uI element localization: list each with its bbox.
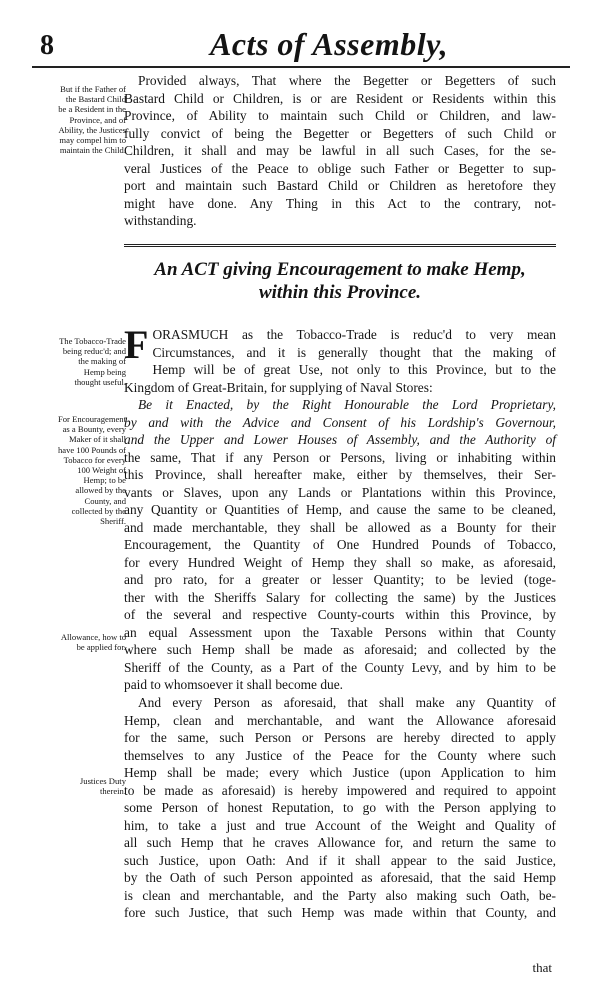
header-rule xyxy=(32,66,570,68)
margin-note-bastard-father: But if the Father of the Bastard Child be a Resident in the Province, and of Ability, the Justices may compel him to maintain the Child. xyxy=(58,84,126,156)
text-line: ther with the Sheriffs Salary for collecting the same) by the Justices xyxy=(124,589,556,605)
act-paragraph-preamble xyxy=(124,322,556,396)
running-head: Acts of Assembly, xyxy=(210,26,449,62)
text-line: Children, it shall and may be lawful in all such Cases, for the se- xyxy=(124,143,556,158)
text-line: Be it Enacted, by the Right Honourable the Lord Proprietary, xyxy=(138,397,556,412)
text-line: themselves to any Justice of the Peace for the County where such xyxy=(124,747,556,763)
text-line: Hemp, clean and merchantable, and want the Allowance aforesaid xyxy=(124,712,556,728)
text-line: an equal Assessment upon the Taxable Persons within that County xyxy=(124,624,556,640)
text-line: port and maintain such Bastard Child or Children as heretofore they xyxy=(124,178,556,193)
catchword: that xyxy=(532,960,552,975)
text-line: this Province, shall hereafter make, either by themselves, their Ser- xyxy=(124,467,556,482)
text-line: by and with the Advice and Consent of his Lordship's Governour, xyxy=(124,414,556,430)
text-line: and pro rato, for a greater or lesser Quantity; to be levied (toge- xyxy=(124,572,556,587)
text-line: him, to take a just and true Account of the Weight and Quality of xyxy=(124,817,556,833)
page-header xyxy=(30,26,574,66)
margin-note-justices-duty: Justices Duty therein. xyxy=(79,776,126,797)
section-divider xyxy=(124,244,556,247)
text-line: such Justice, upon Oath: And if it shall appear to the said Justice, xyxy=(124,852,556,868)
text-line: veral Justices of the Peace to oblige such Father or Begetter to sup- xyxy=(124,160,556,176)
text-line: Sheriff of the County, as a Part of the County Levy, and by him to be xyxy=(124,659,556,675)
margin-note-encouragement: For Encouragement as a Bounty, every Maker of it shall have 100 Pounds of Tobacco for every 100 Weight of Hemp; to be allowed by the County, and collected by the Sheriff. xyxy=(57,414,126,527)
text-line: Hemp will be of great Use, not only to this Province, but to the xyxy=(152,362,556,377)
proviso-paragraph xyxy=(124,72,556,230)
text-line: any Quantity or Quantities of Hemp, and cause the same to be cleaned, xyxy=(124,502,556,517)
act-title-line: within this Province. xyxy=(258,282,422,303)
text-line: Province, of Ability to maintain such Child or Children, and law- xyxy=(124,108,556,123)
drop-cap: F xyxy=(124,322,149,367)
text-line: Encouragement, the Quantity of One Hundred Pounds of Tobacco, xyxy=(124,537,556,552)
text-line: to be made as aforesaid) is hereby impowered and required to appoint xyxy=(124,782,556,798)
text-line: fully convict of being the Begetter or Begetters of such Child or xyxy=(124,125,556,141)
act-title-line: An ACT giving Encouragement to make Hemp, xyxy=(154,259,526,280)
margin-note-tobacco-trade: The Tobacco-Trade being reduc'd; and the making of Hemp being thought useful. xyxy=(59,336,126,387)
page-number: 8 xyxy=(40,30,54,61)
text-line: paid to whomsoever it shall become due. xyxy=(124,677,344,692)
text-line: fore such Justice, that such Hemp was made within that County, and xyxy=(124,905,556,920)
text-line: Circumstances, and it is generally thought that the making of xyxy=(152,344,556,360)
text-line: Bastard Child or Children, is or are Resident or Residents within this xyxy=(124,90,556,106)
text-line: vants or Slaves, upon any Lands or Plantations within this Province, xyxy=(124,484,556,500)
text-line: and the Upper and Lower Houses of Assembly, and the Authority of xyxy=(124,432,556,447)
text-line: for every Hundred Weight of Hemp they shall so make, as aforesaid, xyxy=(124,554,556,570)
text-line: for the same, such Person or Persons are hereby directed to apply xyxy=(124,730,556,745)
text-line: And every Person as aforesaid, that shall make any Quantity of xyxy=(138,695,556,710)
text-line: Hemp shall be made; every which Justice (upon Application to him xyxy=(124,765,556,780)
text-line: might have done. Any Thing in this Act to the contrary, not- xyxy=(124,195,556,211)
text-line: the same, That if any Person or Persons, living or inhabiting within xyxy=(124,449,556,465)
act-paragraph-enactment xyxy=(124,396,556,694)
text-line: Kingdom of Great-Britain, for supplying of Naval Stores: xyxy=(124,379,433,395)
margin-note-allowance: Allowance, how to be applied for. xyxy=(60,632,126,653)
text-line: of the several and respective County-courts within this Province, by xyxy=(124,607,556,622)
text-line: ORASMUCH as the Tobacco-Trade is reduc'd to very mean xyxy=(152,327,556,342)
text-line: Provided always, That where the Begetter or Begetters of such xyxy=(138,73,556,88)
text-line: is clean and merchantable, and the Party also making such Oath, be- xyxy=(124,887,556,903)
text-line: where such Hemp shall be made as aforesaid; and collected by the xyxy=(124,642,556,657)
act-title xyxy=(124,258,556,304)
text-line: some Person of honest Reputation, to go with the Person applying to xyxy=(124,800,556,815)
text-line: withstanding. xyxy=(124,213,197,228)
act-paragraph-allowance xyxy=(124,694,556,922)
text-line: and made merchantable, they shall be allowed as a Bounty for their xyxy=(124,519,556,535)
text-line: all such Hemp that he craves Allowance for, and return the same to xyxy=(124,835,556,850)
text-line: by the Oath of such Person appointed as aforesaid, that the said Hemp xyxy=(124,870,556,885)
